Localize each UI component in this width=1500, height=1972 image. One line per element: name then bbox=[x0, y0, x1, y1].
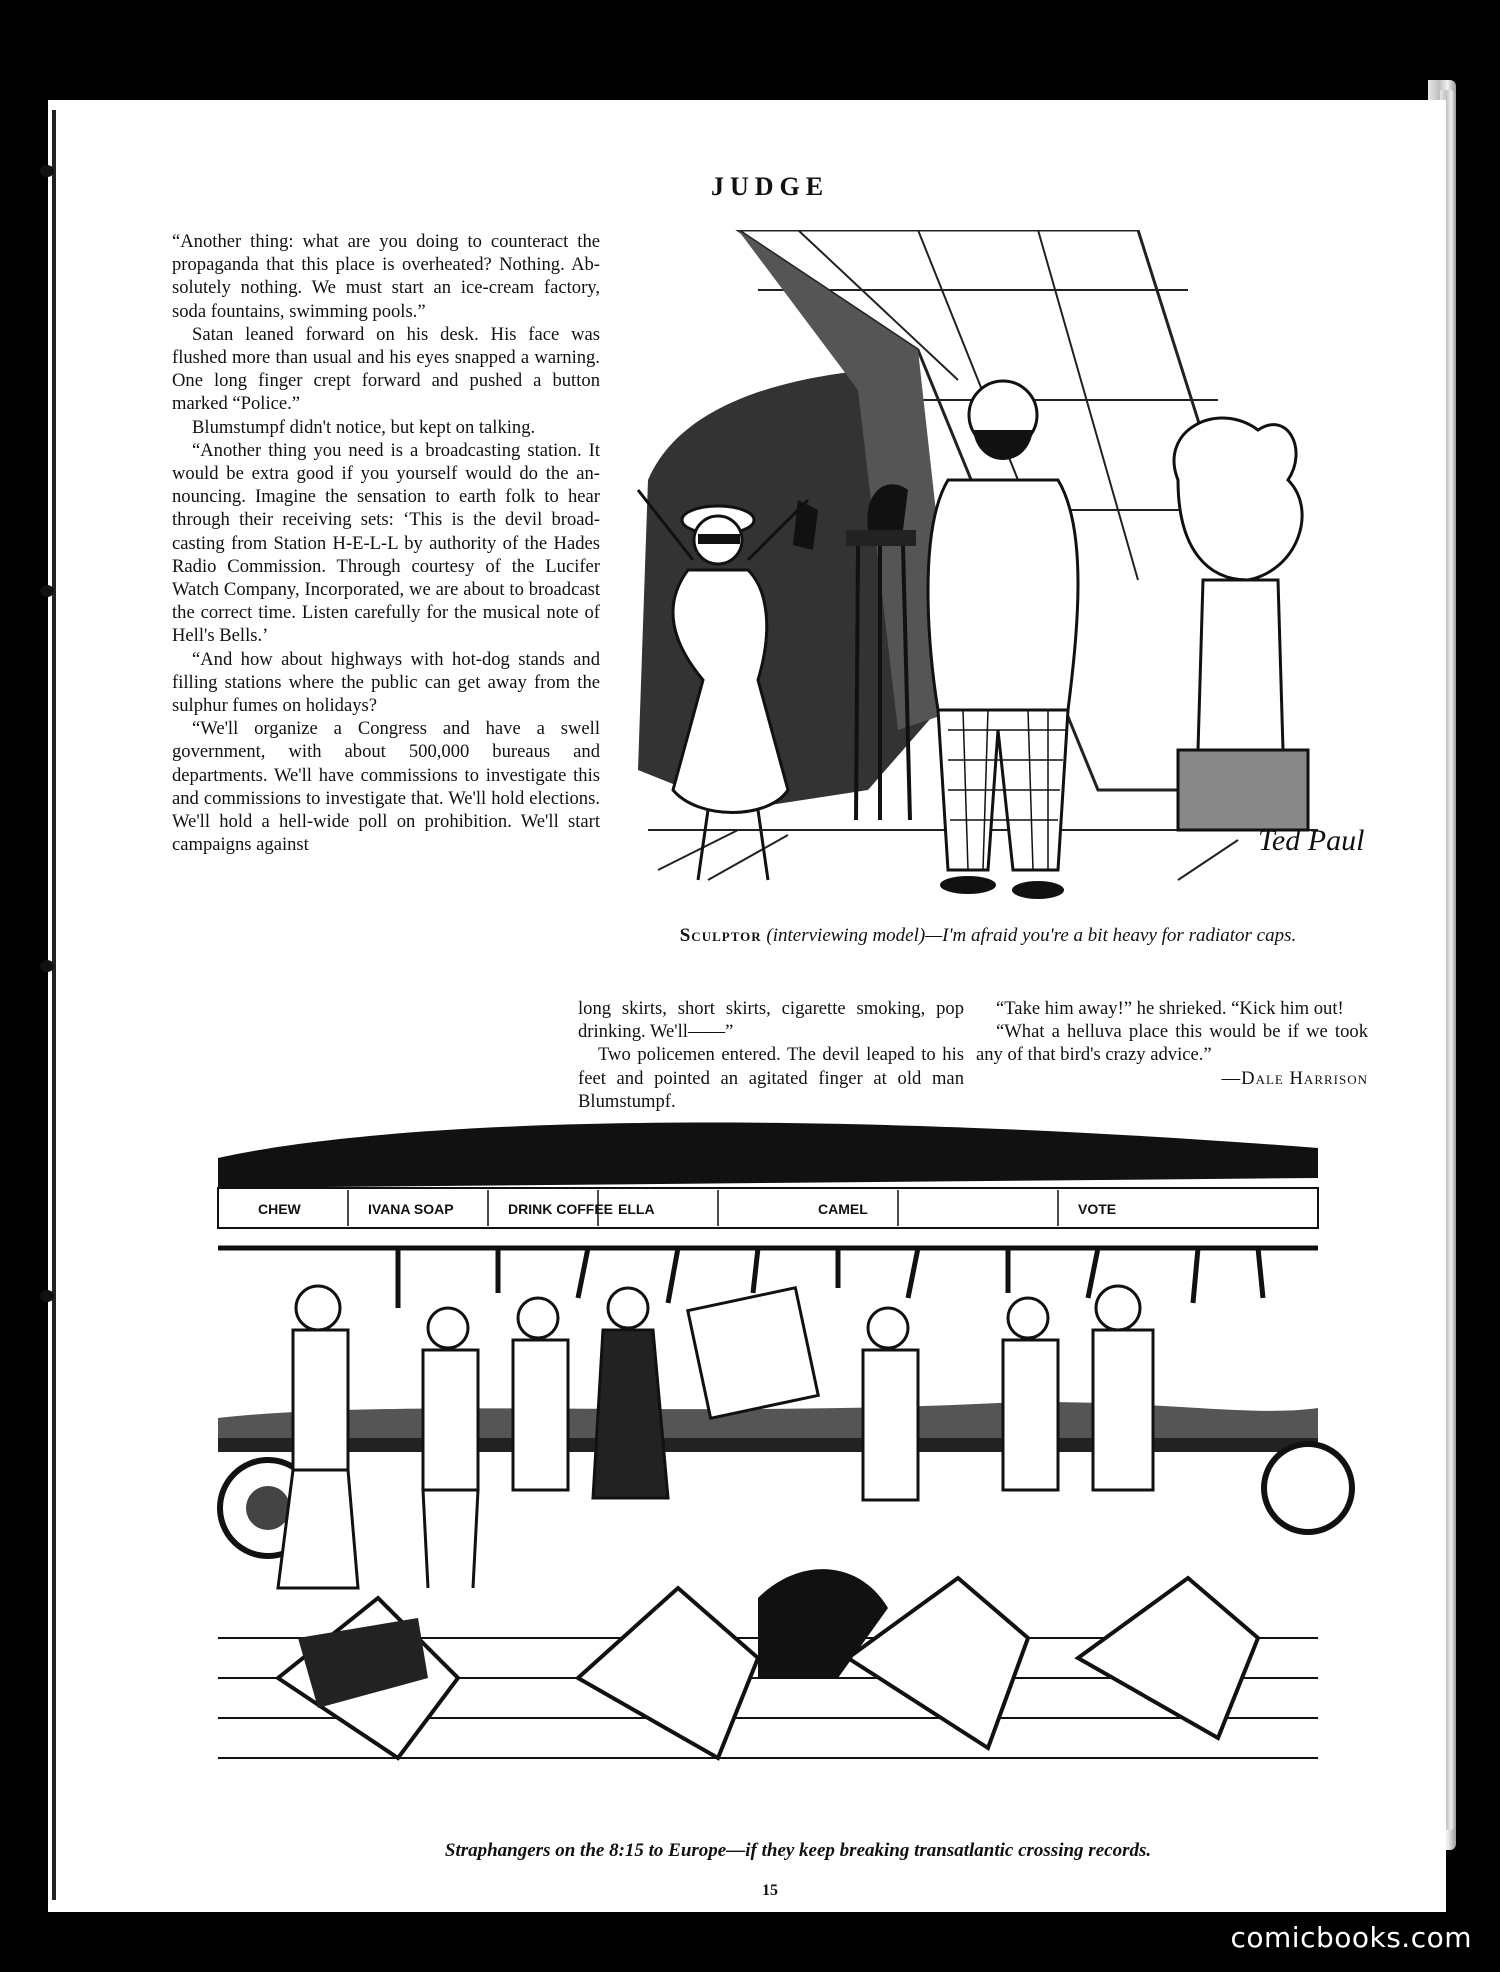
ad-card: DRINK COFFEE bbox=[508, 1201, 613, 1217]
ad-card: IVANA SOAP bbox=[368, 1201, 454, 1217]
caption-speaker: Sculptor bbox=[679, 925, 762, 946]
paragraph: “What a helluva place this would be if we took any of that bird's crazy advice.” bbox=[976, 1021, 1368, 1066]
paragraph: “And how about highways with hot-dog stands and filling stations where the public can get away from the sulphur fumes on holidays? bbox=[172, 648, 600, 717]
paragraph: “Another thing: what are you doing to counteract the propaganda that this place is overheated? Nothing. Absolutely nothing. We must start an ice-cream factory, soda fountains, swimming pools.” bbox=[172, 231, 600, 322]
ad-card: CAMEL bbox=[818, 1201, 868, 1217]
magazine-header: JUDGE bbox=[710, 172, 830, 201]
paragraph: “Take him away!” he shrieked. “Kick him out! bbox=[996, 998, 1344, 1019]
article-column-1 bbox=[172, 230, 600, 856]
sculptor-cartoon-caption bbox=[608, 924, 1368, 948]
sculptor-cartoon bbox=[618, 230, 1378, 1010]
ad-card: ELLA bbox=[618, 1201, 655, 1217]
straphangers-caption: Straphangers on the 8:15 to Europe—if they keep breaking transatlantic crossing records. bbox=[444, 1840, 1152, 1861]
ad-card: CHEW bbox=[258, 1201, 301, 1217]
binding-mark bbox=[40, 1290, 54, 1302]
paragraph: Satan leaned forward on his desk. His face was flushed more than usual and his eyes snapped a warning. One long finger crept forward and pushed a button marked “Police.” bbox=[172, 323, 600, 415]
artist-signature: Ted Paul bbox=[1258, 824, 1365, 857]
article-column-3 bbox=[976, 997, 1368, 1090]
straphangers-cartoon bbox=[198, 1118, 1398, 1848]
caption-text: —I'm afraid you're a bit heavy for radiator caps. bbox=[925, 925, 1297, 946]
caption-direction: (interviewing model) bbox=[766, 925, 926, 946]
paragraph: “We'll organize a Congress and have a swell government, with about 500,000 bureaus and departments. We'll have commissions to investigate this and commissions to investigate that. We'll hold elections. We'll hold a hell-wide poll on prohibition. We'll start campaigns against bbox=[172, 718, 600, 856]
paragraph: Two policemen entered. The devil leaped to his feet and pointed an agitated finger at old man Blumstumpf. bbox=[578, 1044, 964, 1112]
paragraph: Blumstumpf didn't notice, but kept on talking. bbox=[192, 416, 536, 438]
ad-card: VOTE bbox=[1078, 1201, 1117, 1217]
byline: —Dale Harrison bbox=[1221, 1067, 1368, 1089]
binding-mark bbox=[40, 585, 54, 597]
binding-mark bbox=[40, 165, 54, 177]
site-watermark: comicbooks.com bbox=[1230, 1921, 1472, 1954]
article-column-2 bbox=[578, 997, 964, 1113]
magazine-page bbox=[48, 100, 1446, 1912]
paragraph: long skirts, short skirts, cigarette smoking, pop drinking. We'll——” bbox=[578, 998, 964, 1043]
binding-mark bbox=[40, 960, 54, 972]
page-number: 15 bbox=[762, 1882, 778, 1899]
binding-edge bbox=[52, 110, 56, 1900]
paragraph: “Another thing you need is a broadcasting station. It would be extra good if you yourself would do the announcing. Imagine the sensation to earth folk to hear through their receiving sets: ‘This is the devil broadcasting from Station H-E-L-L by authority of the Hades Radio Commission. Through courtesy of the Lucifer Watch Company, Incorporated, we are about to broadcast the correct time. Listen carefully for the musical note of Hell's Bells.’ bbox=[172, 439, 600, 647]
